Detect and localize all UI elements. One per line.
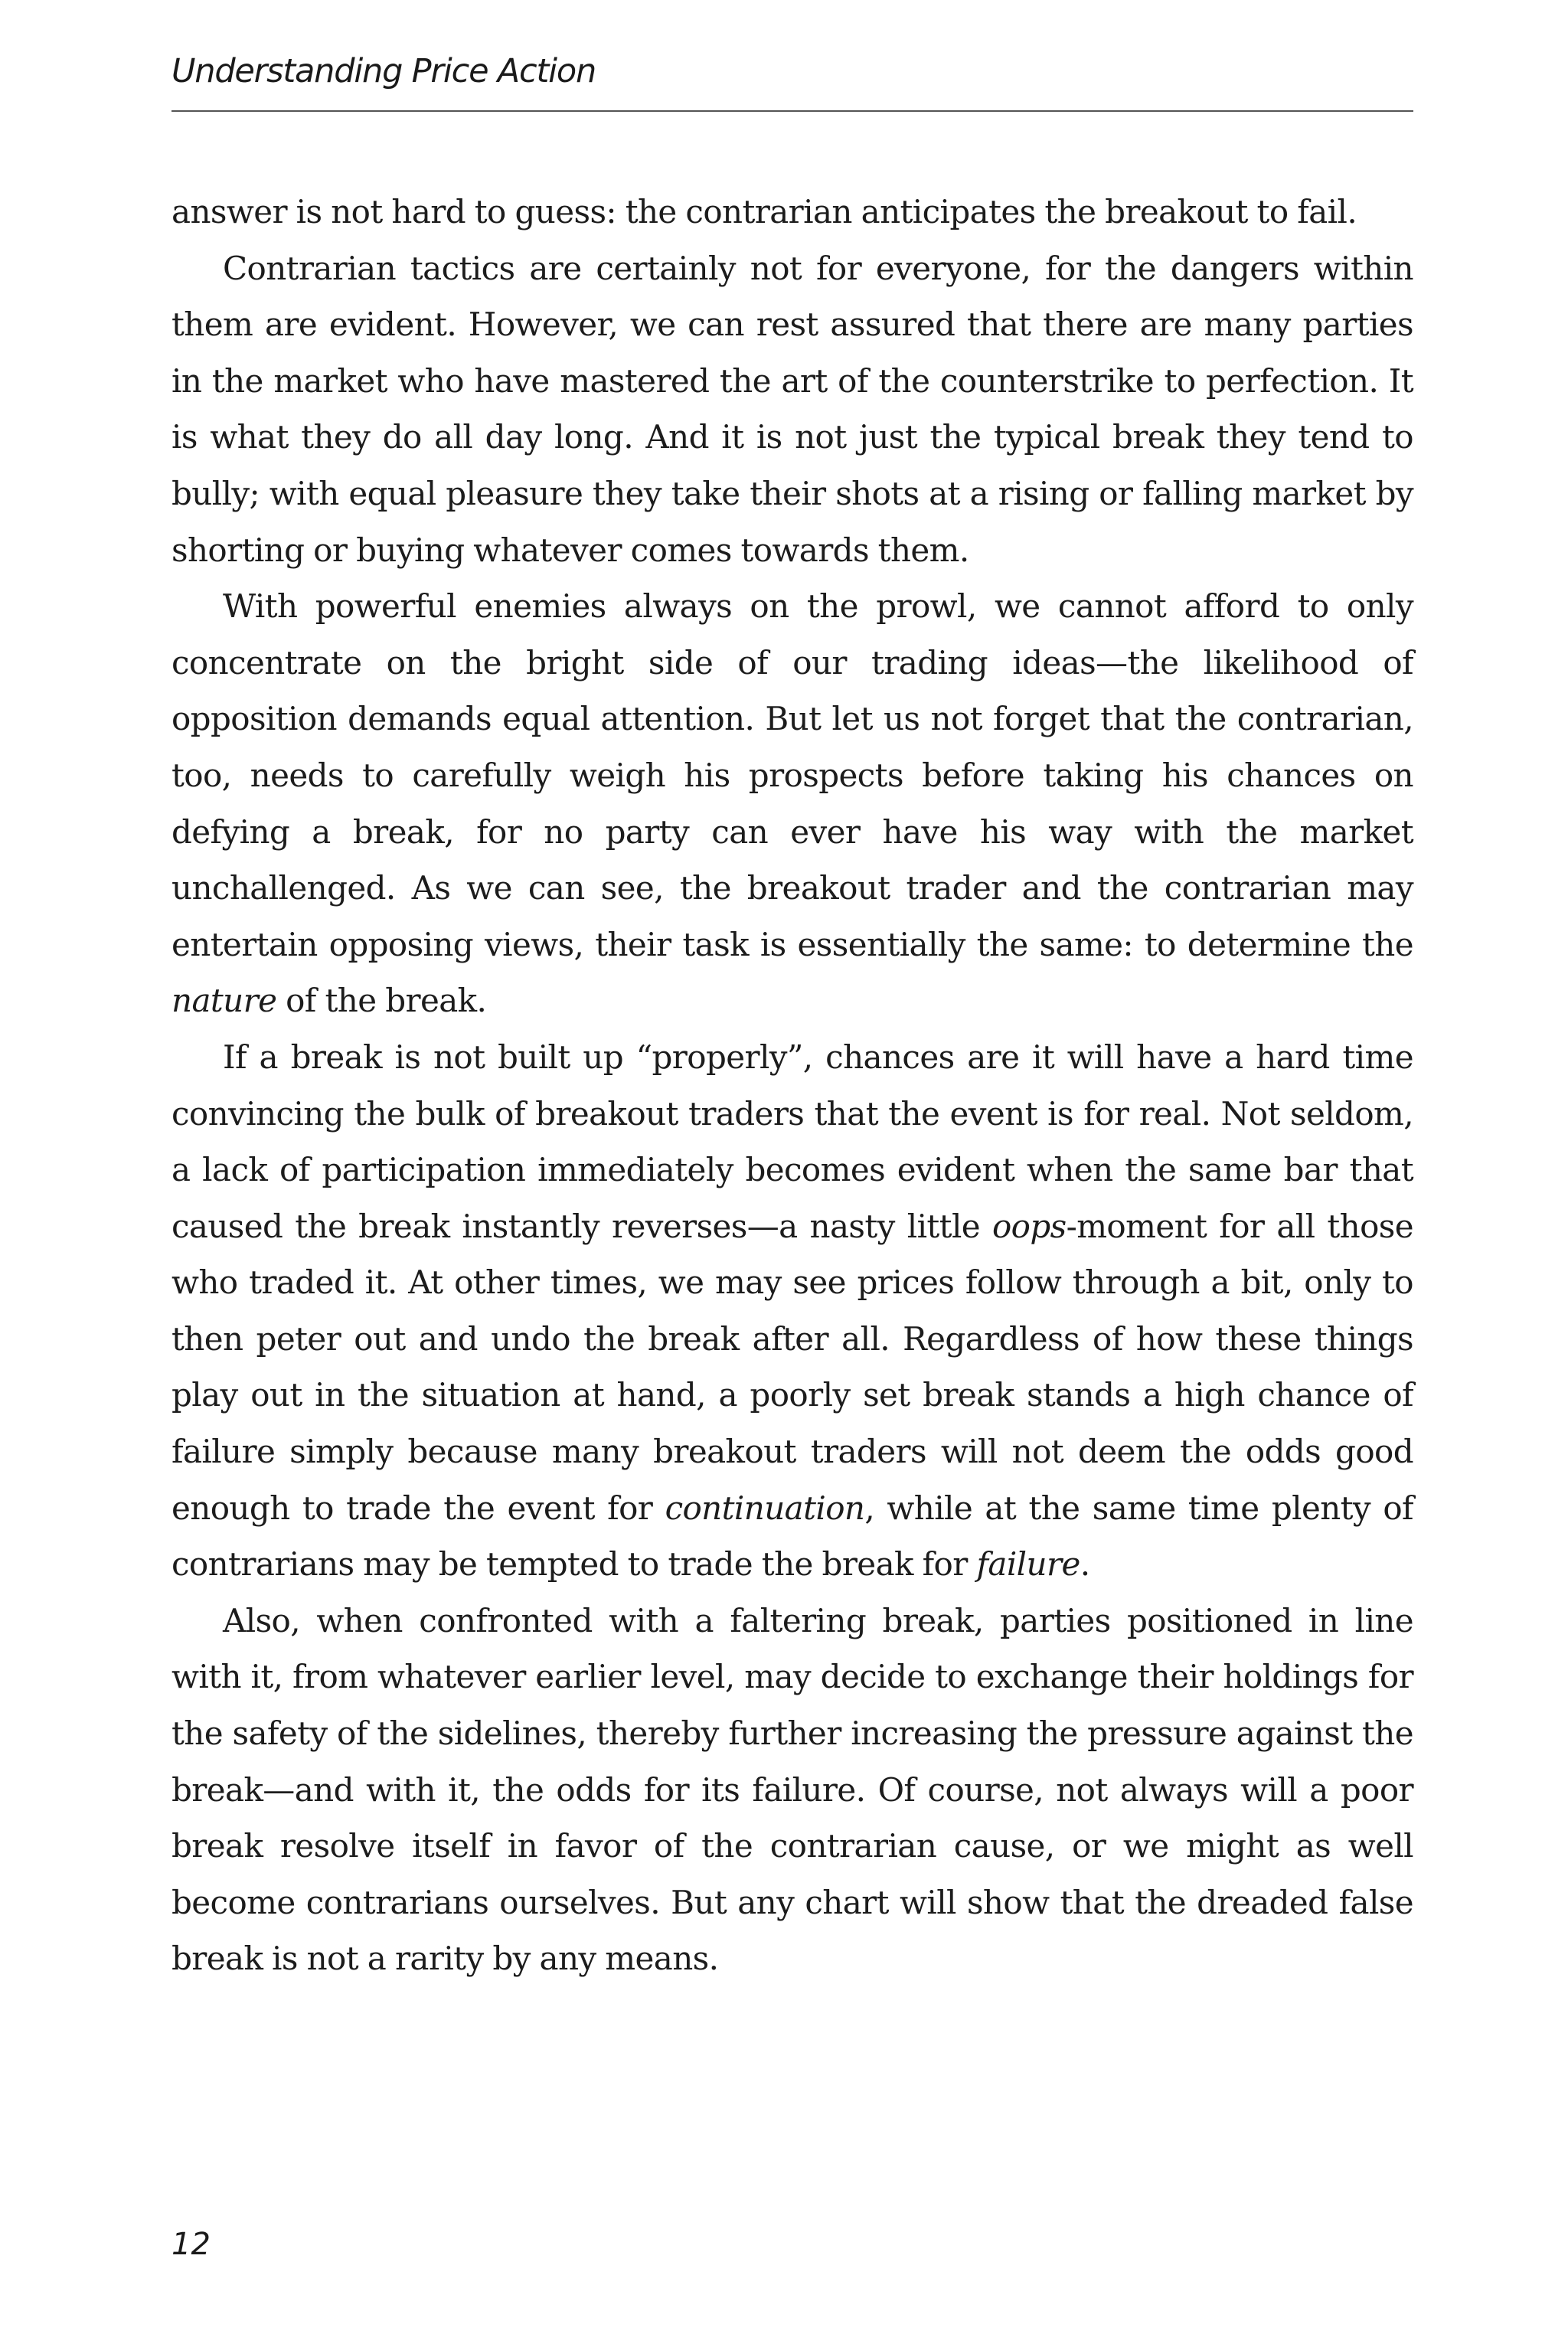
- paragraph-4-text-c: , while at the same time plenty of contrarians may be tempted to trade the break for: [172, 1489, 1413, 1584]
- body-text: [172, 184, 1413, 1987]
- paragraph-4-text-a: If a break is not built up “properly”, chances are it will have a hard time convincing the bulk of breakout traders that the event is for real. Not seldom, a lack of participation immediately becomes evident when the same bar that caused the break instantly reverses—a nasty little: [172, 1038, 1413, 1245]
- header-rule: [172, 110, 1413, 112]
- paragraph-2-text: Contrarian tactics are certainly not for everyone, for the dangers within them are evident. However, we can rest assured that there are many parties in the market who have mastered the art of the counterstrike to perfection. It is what they do all day long. And it is not just the typical break they tend to bully; with equal pleasure they take their shots at a rising or falling market by shorting or buying whatever comes towards them.: [172, 249, 1413, 569]
- paragraph-1-text: answer is not hard to guess: the contrarian anticipates the breakout to fail.: [172, 193, 1357, 230]
- paragraph-4-text-b: -moment for all those who traded it. At other times, we may see prices follow through a bit, only to then peter out and undo the break after all. Regardless of how these things play out in the situation at hand, a poorly set break stands a high chance of failure simply because many breakout traders will not deem the odds good enough to trade the event for: [172, 1207, 1413, 1527]
- page-number: 12: [172, 2227, 211, 2262]
- paragraph-2: [172, 240, 1413, 579]
- paragraph-4-text-d: .: [1080, 1545, 1090, 1584]
- emphasis-continuation: continuation: [665, 1489, 865, 1527]
- paragraph-1: [172, 184, 1413, 240]
- paragraph-5: [172, 1593, 1413, 1987]
- paragraph-3: [172, 578, 1413, 1029]
- emphasis-failure: failure: [976, 1545, 1080, 1584]
- running-head-title: Understanding Price Action: [172, 52, 596, 90]
- paragraph-4: [172, 1029, 1413, 1593]
- emphasis-oops: oops: [991, 1207, 1067, 1245]
- paragraph-5-text: Also, when confronted with a faltering break, parties positioned in line with it, from whatever earlier level, may decide to exchange their holdings for the safety of the sidelines, thereby further increasing the pressure against the break—and with it, the odds for its failure. Of course, not always will a poor break resolve itself in favor of the contrarian cause, or we might as well become contrarians ourselves. But any chart will show that the dreaded false break is not a rarity by any means.: [172, 1601, 1413, 1978]
- paragraph-3-text-b: of the break.: [276, 982, 487, 1020]
- book-page: [172, 0, 1413, 2347]
- emphasis-nature: nature: [172, 982, 277, 1020]
- paragraph-3-text-a: With powerful enemies always on the prowl, we cannot afford to only concentrate on the bright side of our trading ideas—the likelihood of opposition demands equal attention. But let us not forget that the contrarian, too, needs to carefully weigh his prospects before taking his chances on defying a break, for no party can ever have his way with the market unchallenged. As we can see, the breakout trader and the contrarian may entertain opposing views, their task is essentially the same: to determine the: [172, 587, 1413, 963]
